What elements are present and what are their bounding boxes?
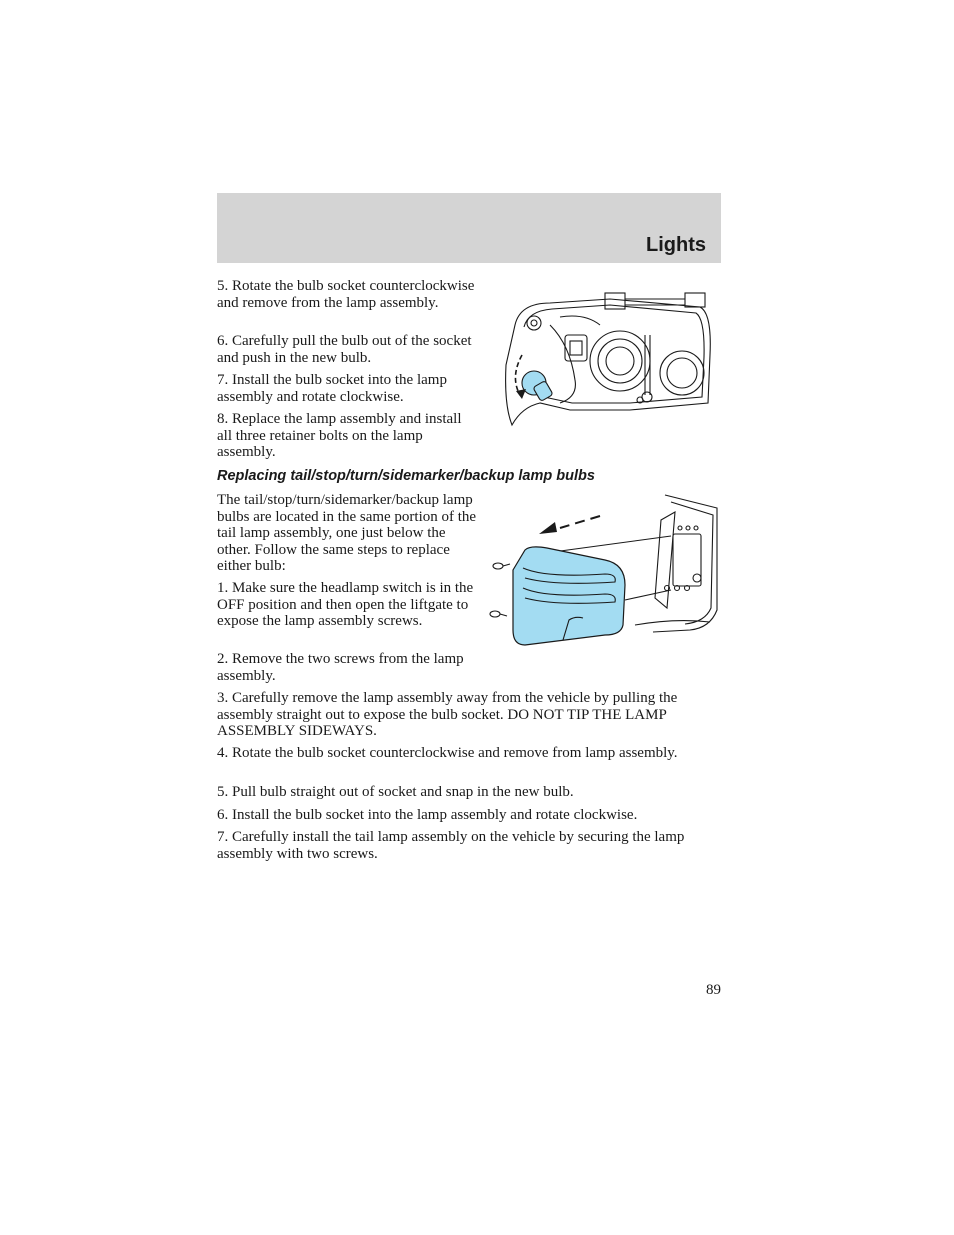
section-title: Lights <box>646 234 706 256</box>
tail-step-3: 3. Carefully remove the lamp assembly away from the vehicle by pulling the assembly straight out to expose the bulb socket. DO NOT TIP THE LAMP ASSEMBLY SIDEWAYS. <box>217 690 678 739</box>
headlamp-step-5: 5. Rotate the bulb socket counterclockwise and remove from the lamp assembly. <box>217 278 475 311</box>
tail-step-6: 6. Install the bulb socket into the lamp assembly and rotate clockwise. <box>217 807 638 823</box>
page-number: 89 <box>706 982 721 998</box>
tail-step-5: 5. Pull bulb straight out of socket and snap in the new bulb. <box>217 784 574 800</box>
tail-step-1: 1. Make sure the headlamp switch is in the OFF position and then open the liftgate to expose the lamp assembly screws. <box>217 580 474 629</box>
tail-step-2: 2. Remove the two screws from the lamp assembly. <box>217 651 464 684</box>
section-header-band <box>217 193 721 263</box>
tail-lamp-removal-diagram <box>485 490 721 650</box>
tail-lamp-assembly-illustration <box>485 490 721 650</box>
headlamp-assembly-illustration <box>500 285 720 435</box>
tail-step-7: 7. Carefully install the tail lamp assembly on the vehicle by securing the lamp assembly with two screws. <box>217 829 685 862</box>
tail-lamp-heading: Replacing tail/stop/turn/sidemarker/backup lamp bulbs <box>217 468 595 484</box>
headlamp-step-6: 6. Carefully pull the bulb out of the socket and push in the new bulb. <box>217 333 472 366</box>
headlamp-step-7: 7. Install the bulb socket into the lamp assembly and rotate clockwise. <box>217 372 447 405</box>
tail-step-4: 4. Rotate the bulb socket counterclockwise and remove from lamp assembly. <box>217 745 678 761</box>
headlamp-step-8: 8. Replace the lamp assembly and install all three retainer bolts on the lamp assembly. <box>217 411 462 460</box>
tail-lamp-intro: The tail/stop/turn/sidemarker/backup lamp bulbs are located in the same portion of the tail lamp assembly, one just below the other. Follow the same steps to replace either bulb: <box>217 492 477 574</box>
headlamp-bulb-socket-diagram <box>500 285 720 435</box>
